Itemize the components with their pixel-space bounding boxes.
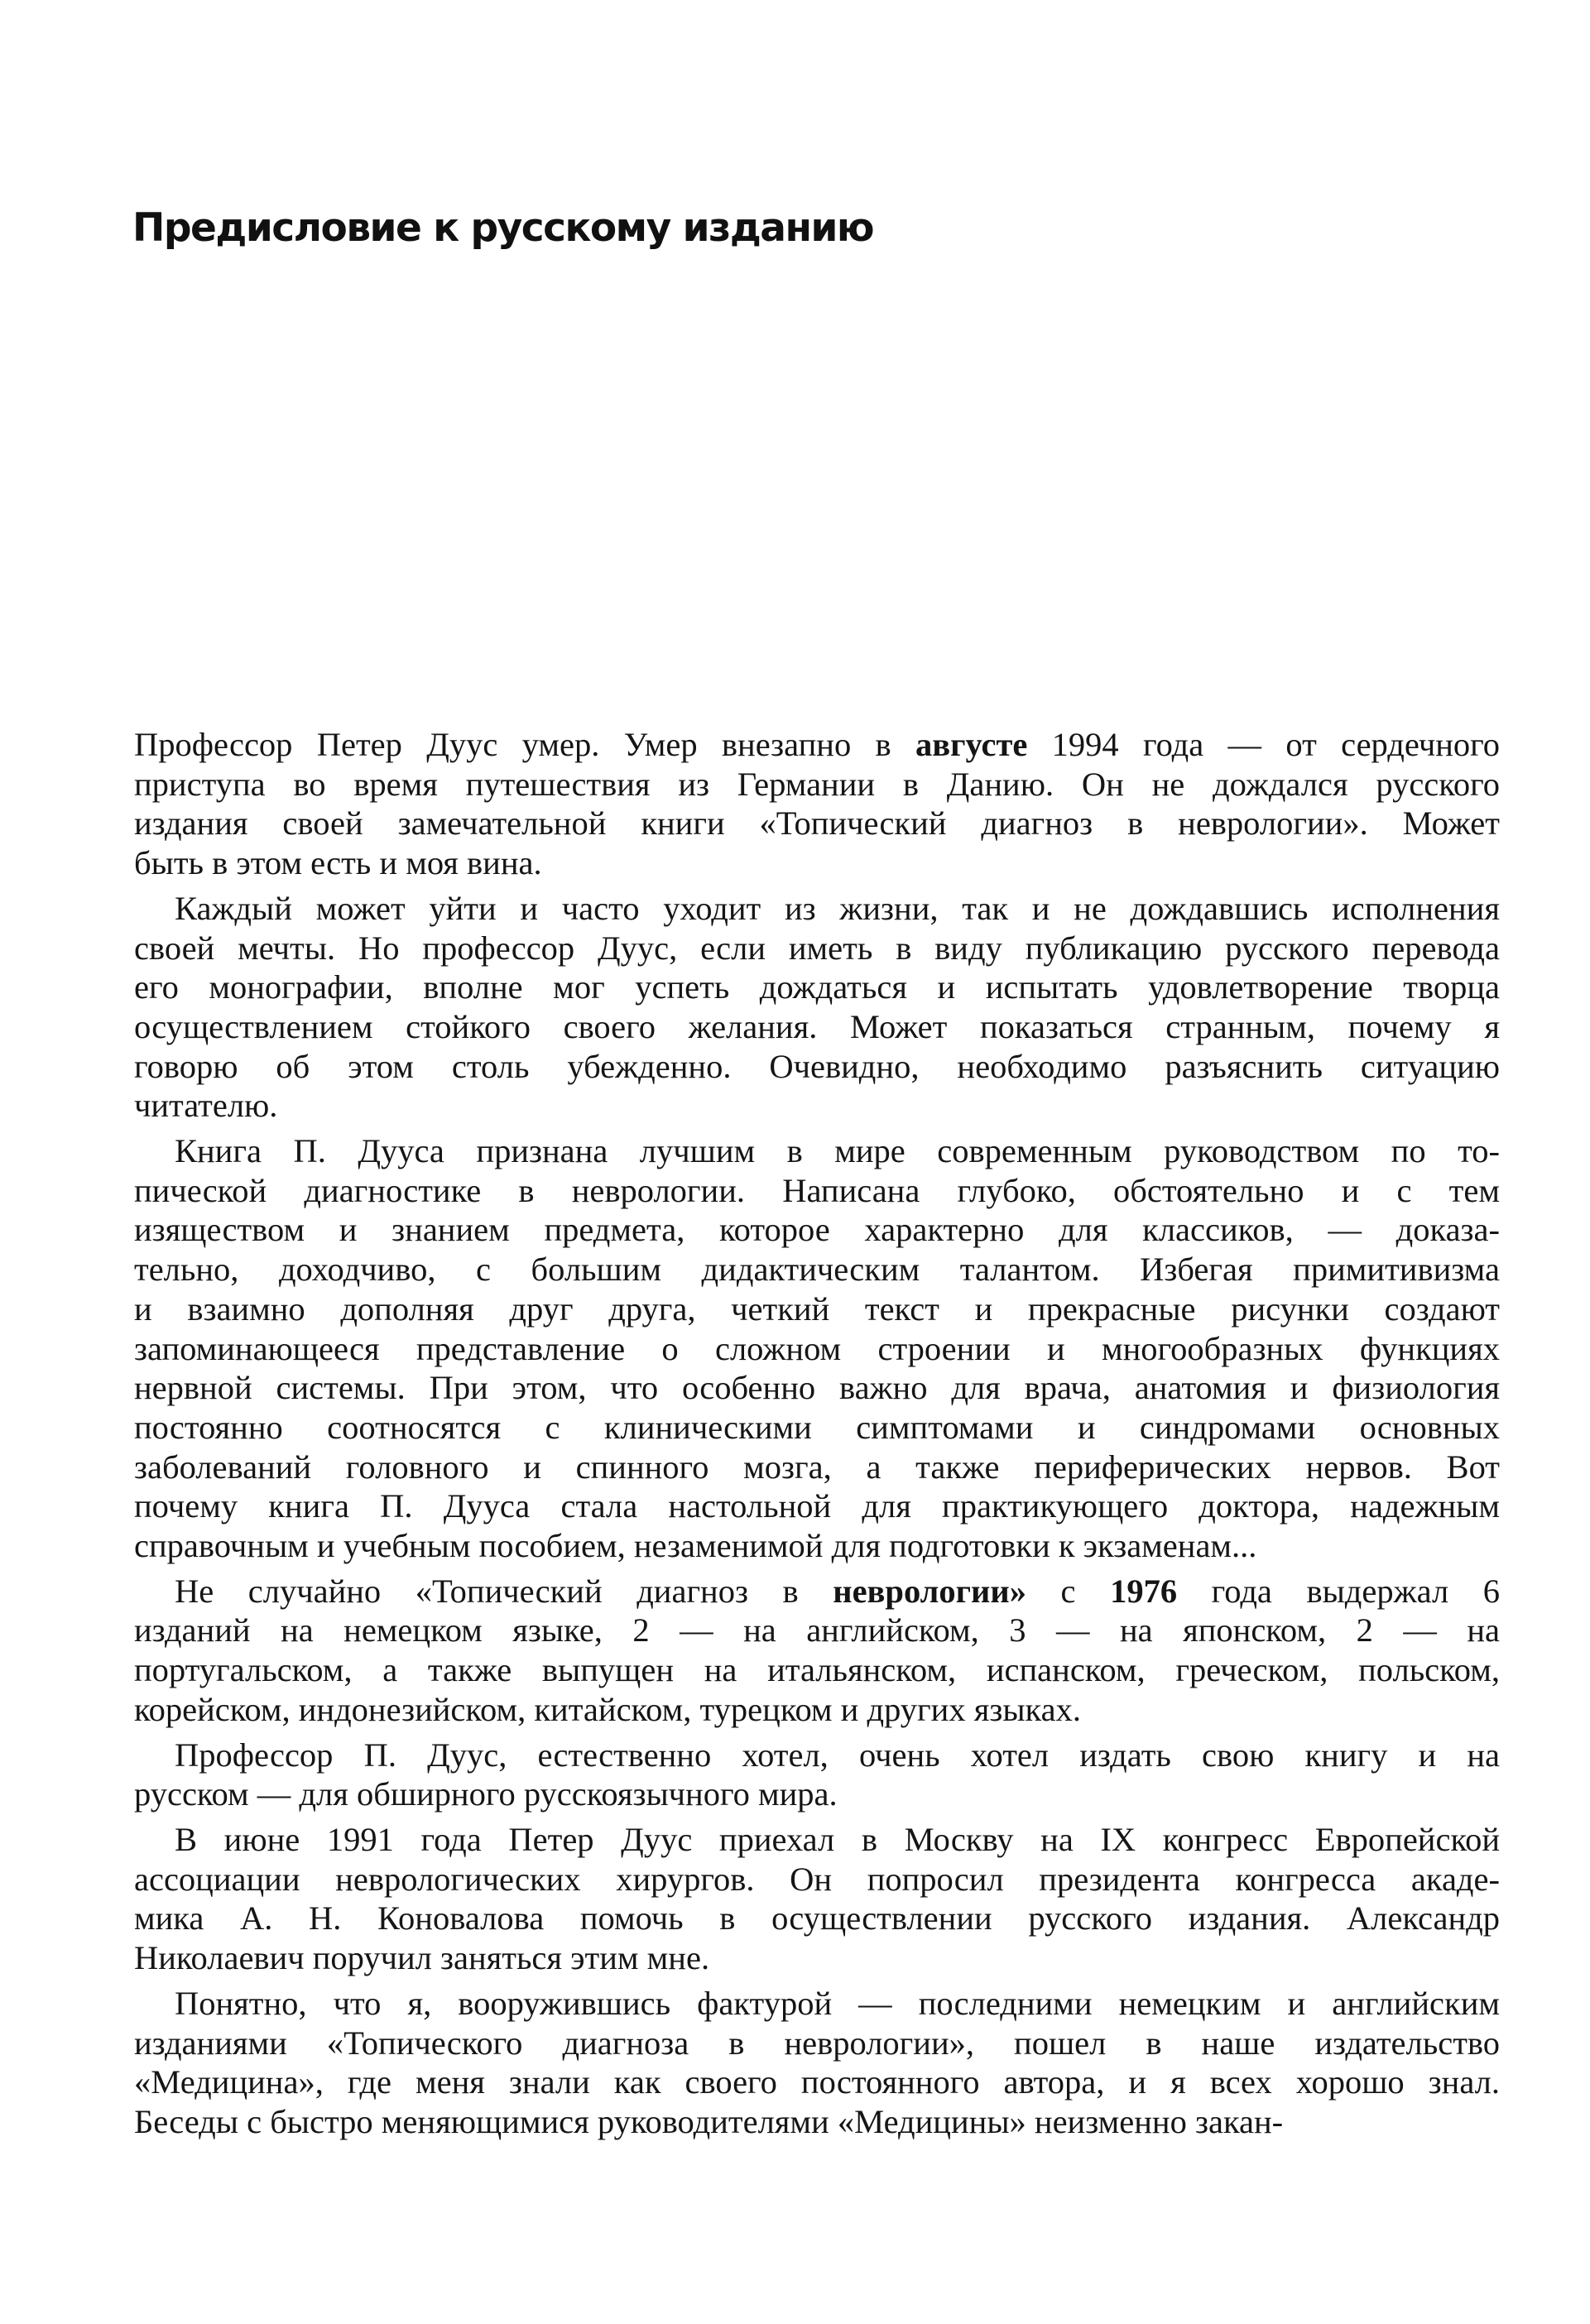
paragraph xyxy=(134,1736,1500,1814)
text-line xyxy=(134,1820,1500,1860)
text-line xyxy=(134,1047,1500,1087)
text-run: с xyxy=(1026,1572,1111,1610)
text-line xyxy=(134,1289,1500,1329)
paragraph xyxy=(134,1984,1500,2142)
text-run: В июне 1991 года Петер Дуус приехал в Москву на IX конгресс Европейской xyxy=(175,1820,1500,1858)
text-line xyxy=(134,1572,1500,1611)
text-run: и взаимно дополняя друг друга, четкий текст и прекрасные рисунки создают xyxy=(134,1289,1500,1328)
text-line xyxy=(134,1736,1500,1775)
text-line xyxy=(134,1171,1500,1211)
text-line xyxy=(134,968,1500,1007)
text-run: осуществлением стойкого своего желания. Может показаться странным, почему я xyxy=(134,1007,1500,1045)
bold-text-run: неврологии» xyxy=(833,1572,1026,1610)
text-run: Профессор Петер Дуус умер. Умер внезапно в xyxy=(134,726,915,763)
text-run: почему книга П. Дууса стала настольной для практикующего доктора, надежным xyxy=(134,1487,1500,1525)
text-run: «Медицина», где меня знали как своего постоянного автора, и я всех хорошо знал. xyxy=(134,2063,1500,2101)
text-run: быть в этом есть и моя вина. xyxy=(134,844,542,882)
text-line xyxy=(134,2062,1500,2102)
paragraph xyxy=(134,889,1500,1126)
text-line xyxy=(134,843,1500,883)
text-run: ассоциации неврологических хирургов. Он попросил президента конгресса акаде- xyxy=(134,1860,1500,1898)
text-run: изданий на немецком языке, 2 — на английском, 3 — на японском, 2 — на xyxy=(134,1611,1500,1649)
text-line xyxy=(134,1526,1500,1566)
text-line xyxy=(134,725,1500,765)
text-line xyxy=(134,1086,1500,1126)
text-run: изяществом и знанием предмета, которое характерно для классиков, — доказа- xyxy=(134,1211,1500,1249)
text-run: своей мечты. Но профессор Дуус, если иметь в виду публикацию русского перевода xyxy=(134,929,1500,967)
text-run: португальском, а также выпущен на итальянском, испанском, греческом, польском, xyxy=(134,1651,1500,1689)
text-run: нервной системы. При этом, что особенно важно для врача, анатомия и физиология xyxy=(134,1369,1500,1407)
text-line xyxy=(134,1984,1500,2024)
text-run: заболеваний головного и спинного мозга, а также периферических нервов. Вот xyxy=(134,1448,1500,1486)
page-title: Предисловие к русскому изданию xyxy=(132,205,874,251)
paragraph xyxy=(134,725,1500,883)
paragraph xyxy=(134,1572,1500,1730)
text-line xyxy=(134,1650,1500,1690)
text-line xyxy=(134,1408,1500,1448)
text-run: говорю об этом столь убежденно. Очевидно, необходимо разъяснить ситуацию xyxy=(134,1047,1500,1085)
body-text xyxy=(134,725,1500,2148)
text-run: приступа во время путешествия из Германии в Данию. Он не дождался русского xyxy=(134,765,1500,803)
text-run: Понятно, что я, вооружившись фактурой — последними немецким и английским xyxy=(175,1984,1500,2022)
text-line xyxy=(134,1007,1500,1047)
text-line xyxy=(134,1938,1500,1978)
text-line xyxy=(134,1448,1500,1487)
text-line xyxy=(134,1486,1500,1526)
text-line xyxy=(134,1690,1500,1730)
text-run: корейском, индонезийском, китайском, турецком и других языках. xyxy=(134,1690,1081,1728)
text-line xyxy=(134,1611,1500,1650)
paragraph xyxy=(134,1820,1500,1978)
text-line xyxy=(134,1899,1500,1938)
text-line xyxy=(134,1250,1500,1289)
text-run: Не случайно «Топический диагноз в xyxy=(175,1572,833,1610)
text-line xyxy=(134,1131,1500,1171)
text-line xyxy=(134,1210,1500,1250)
text-run: тельно, доходчиво, с большим дидактическим талантом. Избегая примитивизма xyxy=(134,1251,1500,1289)
text-line xyxy=(134,765,1500,804)
text-run: Николаевич поручил заняться этим мне. xyxy=(134,1939,710,1977)
text-run: Беседы с быстро меняющимися руководителями «Медицины» неизменно закан- xyxy=(134,2102,1284,2140)
text-line xyxy=(134,2102,1500,2142)
text-run: его монографии, вполне мог успеть дождаться и испытать удовлетворение творца xyxy=(134,968,1500,1006)
text-line xyxy=(134,1329,1500,1369)
text-run: года выдержал 6 xyxy=(1177,1572,1500,1610)
text-run: 1994 года — от сердечного xyxy=(1027,726,1500,763)
text-run: мика А. Н. Коновалова помочь в осуществлении русского издания. Александр xyxy=(134,1899,1500,1937)
text-run: издания своей замечательной книги «Топический диагноз в неврологии». Может xyxy=(134,804,1500,843)
text-run: Книга П. Дууса признана лучшим в мире современным руководством по то- xyxy=(175,1132,1500,1170)
text-run: пической диагностике в неврологии. Написана глубоко, обстоятельно и с тем xyxy=(134,1171,1500,1209)
bold-text-run: августе xyxy=(915,726,1028,763)
text-run: Каждый может уйти и часто уходит из жизни, так и не дождавшись исполнения xyxy=(175,889,1500,927)
text-run: Профессор П. Дуус, естественно хотел, очень хотел издать свою книгу и на xyxy=(175,1736,1500,1774)
text-line xyxy=(134,889,1500,929)
text-line xyxy=(134,1368,1500,1408)
text-run: изданиями «Топического диагноза в неврологии», пошел в наше издательство xyxy=(134,2024,1500,2062)
paragraph xyxy=(134,1131,1500,1566)
text-line xyxy=(134,929,1500,968)
text-run: справочным и учебным пособием, незаменимой для подготовки к экзаменам... xyxy=(134,1527,1257,1565)
text-run: запоминающееся представление о сложном строении и многообразных функциях xyxy=(134,1329,1500,1367)
text-run: постоянно соотносятся с клиническими симптомами и синдромами основных xyxy=(134,1408,1500,1446)
text-line xyxy=(134,804,1500,843)
text-line xyxy=(134,1860,1500,1899)
bold-text-run: 1976 xyxy=(1110,1572,1178,1610)
text-run: читателю. xyxy=(134,1087,278,1125)
text-line xyxy=(134,2024,1500,2063)
text-line xyxy=(134,1774,1500,1814)
text-run: русском — для обширного русскоязычного мира. xyxy=(134,1775,838,1813)
